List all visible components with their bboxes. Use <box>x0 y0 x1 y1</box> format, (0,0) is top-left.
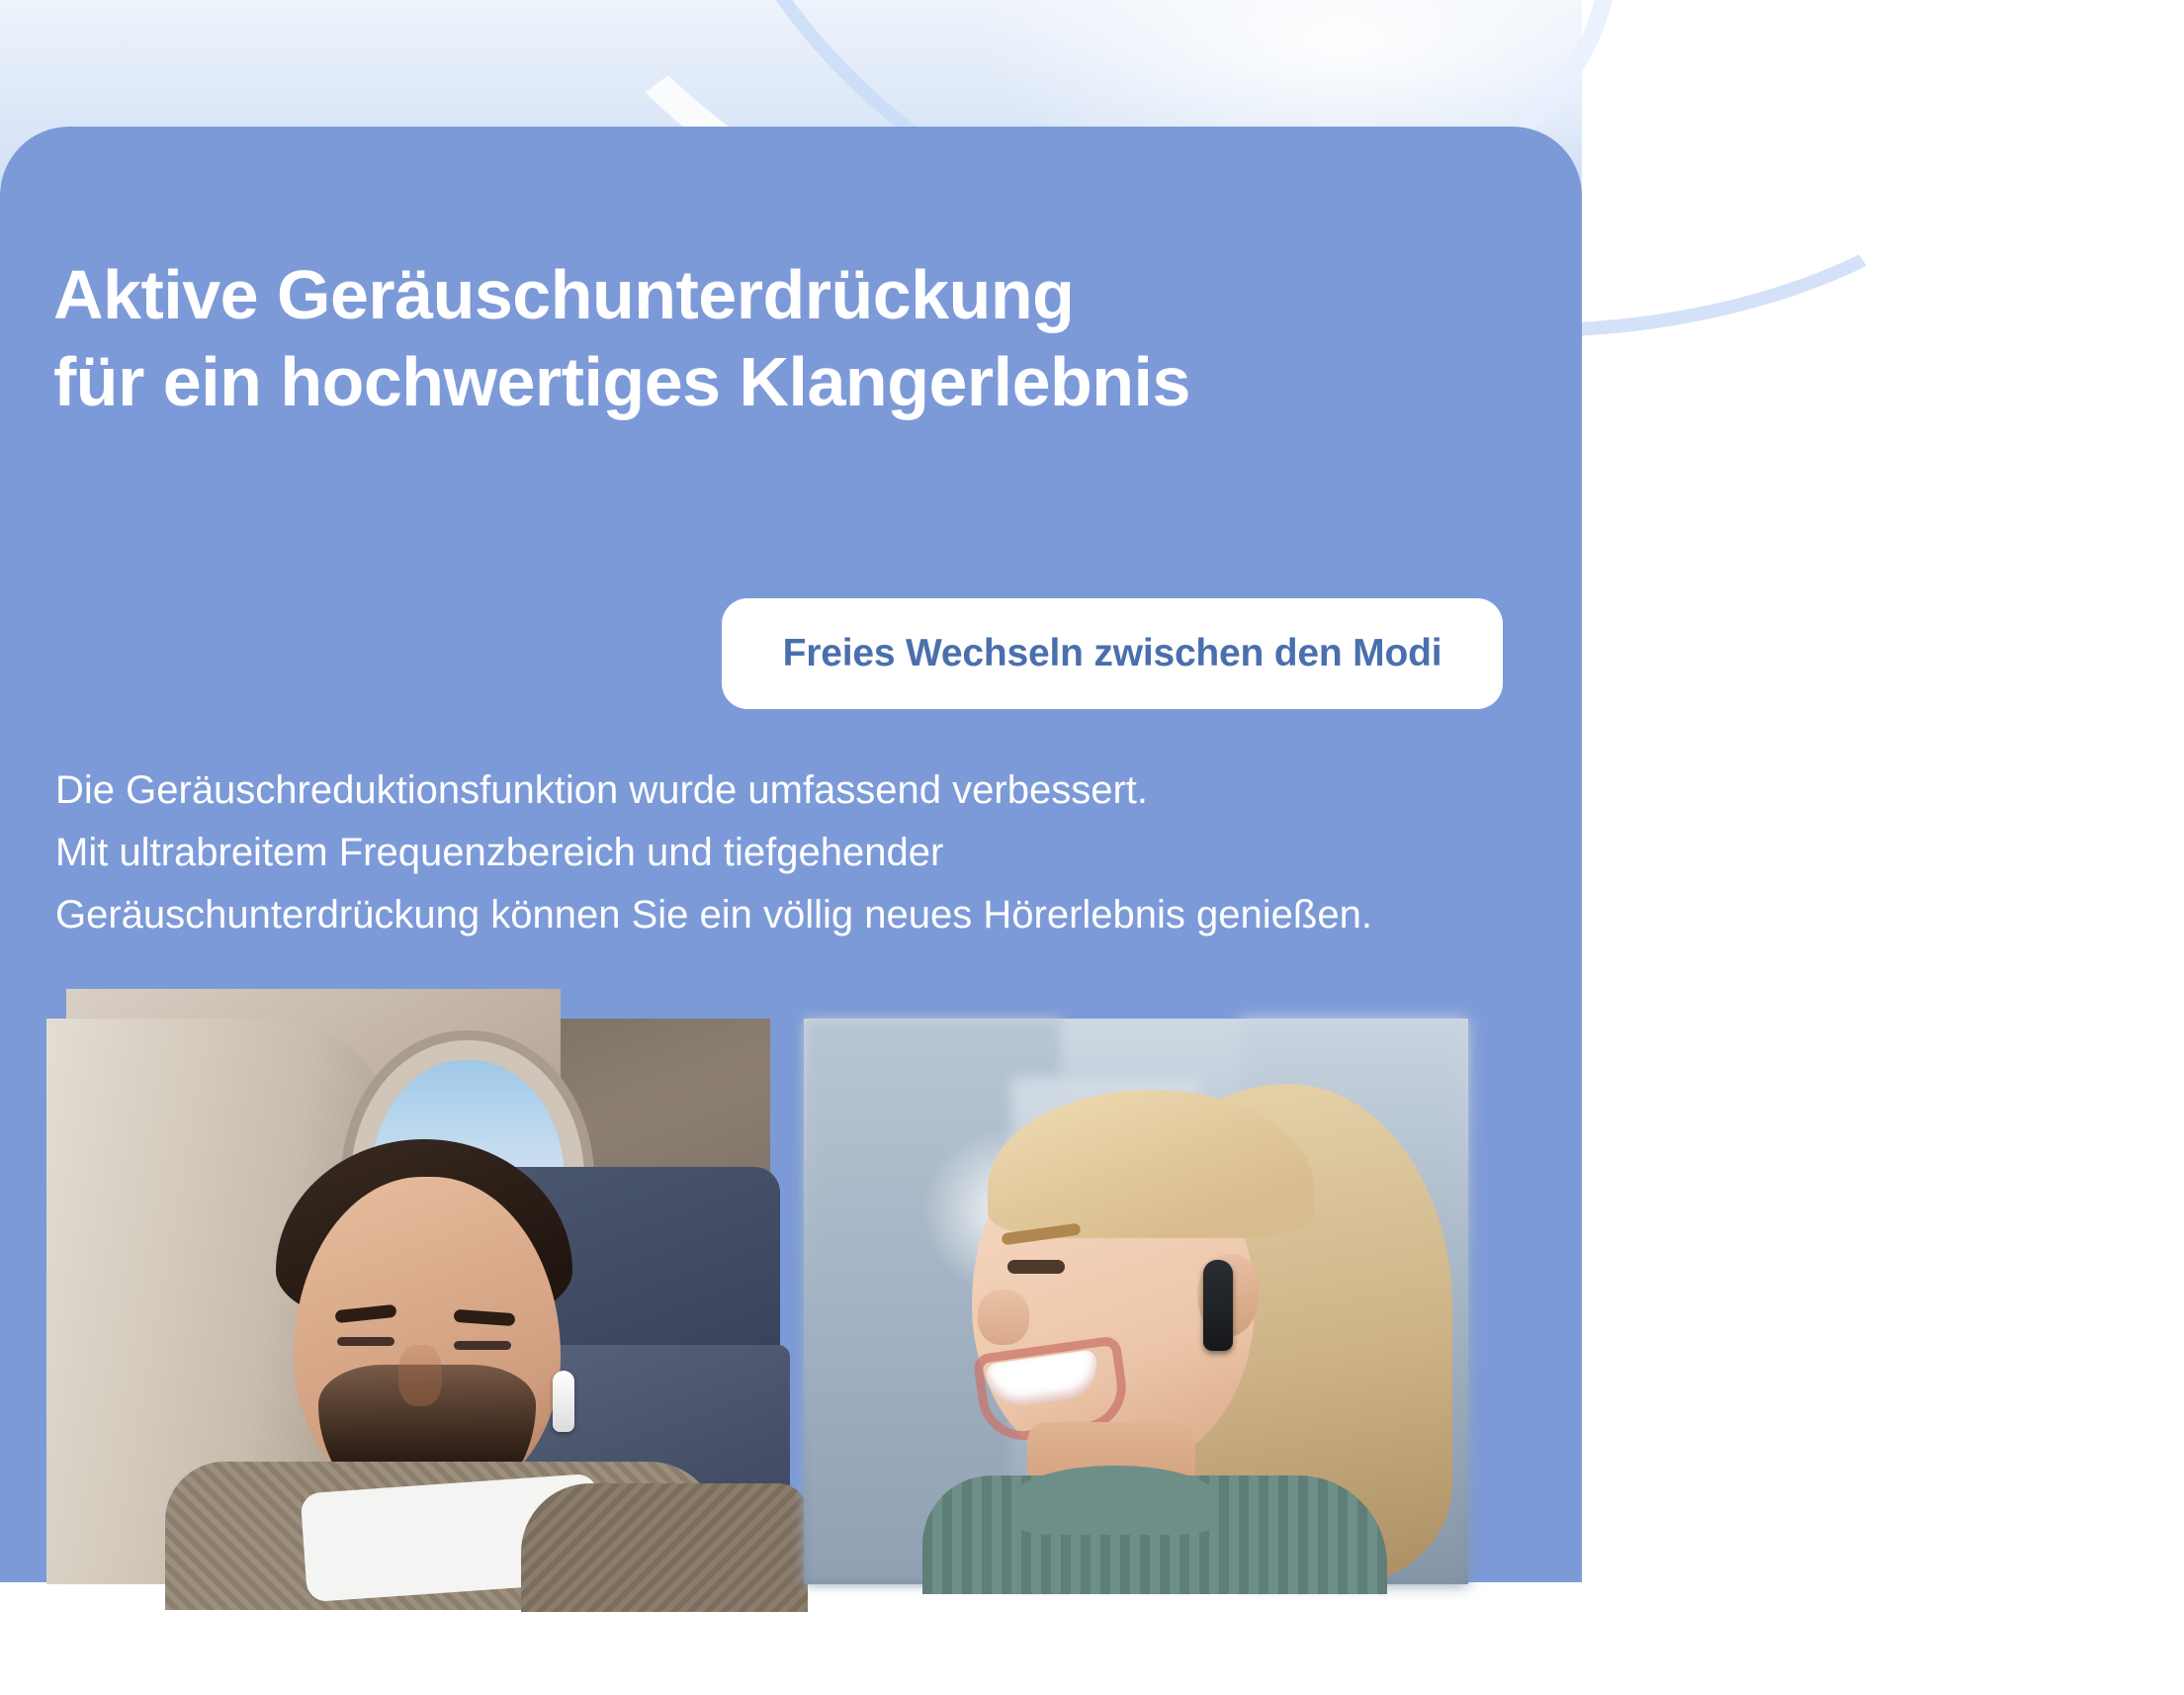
white-earbud-icon <box>553 1371 574 1432</box>
photo-transparency-mode <box>804 1019 1468 1584</box>
caption-line-2: Transparenzmodus <box>975 1652 1297 1695</box>
mode-switch-badge <box>722 598 1503 709</box>
feature-card <box>0 127 1582 1695</box>
description-line-3: Geräuschunterdrückung können Sie ein völlig neues Hörerlebnis genießen. <box>55 893 1372 937</box>
black-earbud-icon <box>1203 1260 1233 1351</box>
page-title <box>53 251 1536 425</box>
photo-anc-mode <box>106 1019 770 1584</box>
woman-collar <box>1011 1466 1219 1535</box>
man-eye-right <box>454 1341 511 1350</box>
woman-nose <box>978 1290 1029 1345</box>
headline-line-2: für ein hochwertiges Klangerlebnis <box>53 343 1190 421</box>
headline-line-1: Aktive Geräuschunterdrückung <box>53 256 1075 333</box>
photo-item-anc-mode <box>106 1019 770 1695</box>
description-text <box>55 759 1548 947</box>
description-line-2: Mit ultrabreitem Frequenzbereich und tiefgehender <box>55 831 944 875</box>
woman-eye <box>1007 1260 1065 1274</box>
photo-caption-anc-mode <box>106 1608 770 1695</box>
man-nose <box>398 1345 442 1406</box>
caption-line-1: Modus für aktive <box>300 1609 576 1650</box>
caption-line-1: Adaptiver <box>1056 1609 1216 1650</box>
caption-line-2: Geräuschunterdrückung <box>236 1652 640 1695</box>
mode-switch-badge-label: Freies Wechseln zwischen den Modi <box>782 632 1442 674</box>
man-eye-left <box>337 1337 394 1346</box>
photo-caption-transparency-mode <box>804 1608 1468 1695</box>
photo-item-transparency-mode <box>804 1019 1468 1695</box>
photo-gallery <box>0 1019 1582 1695</box>
description-line-1: Die Geräuschreduktionsfunktion wurde umfassend verbessert. <box>55 768 1148 812</box>
man-jacket-lapel <box>521 1483 808 1612</box>
